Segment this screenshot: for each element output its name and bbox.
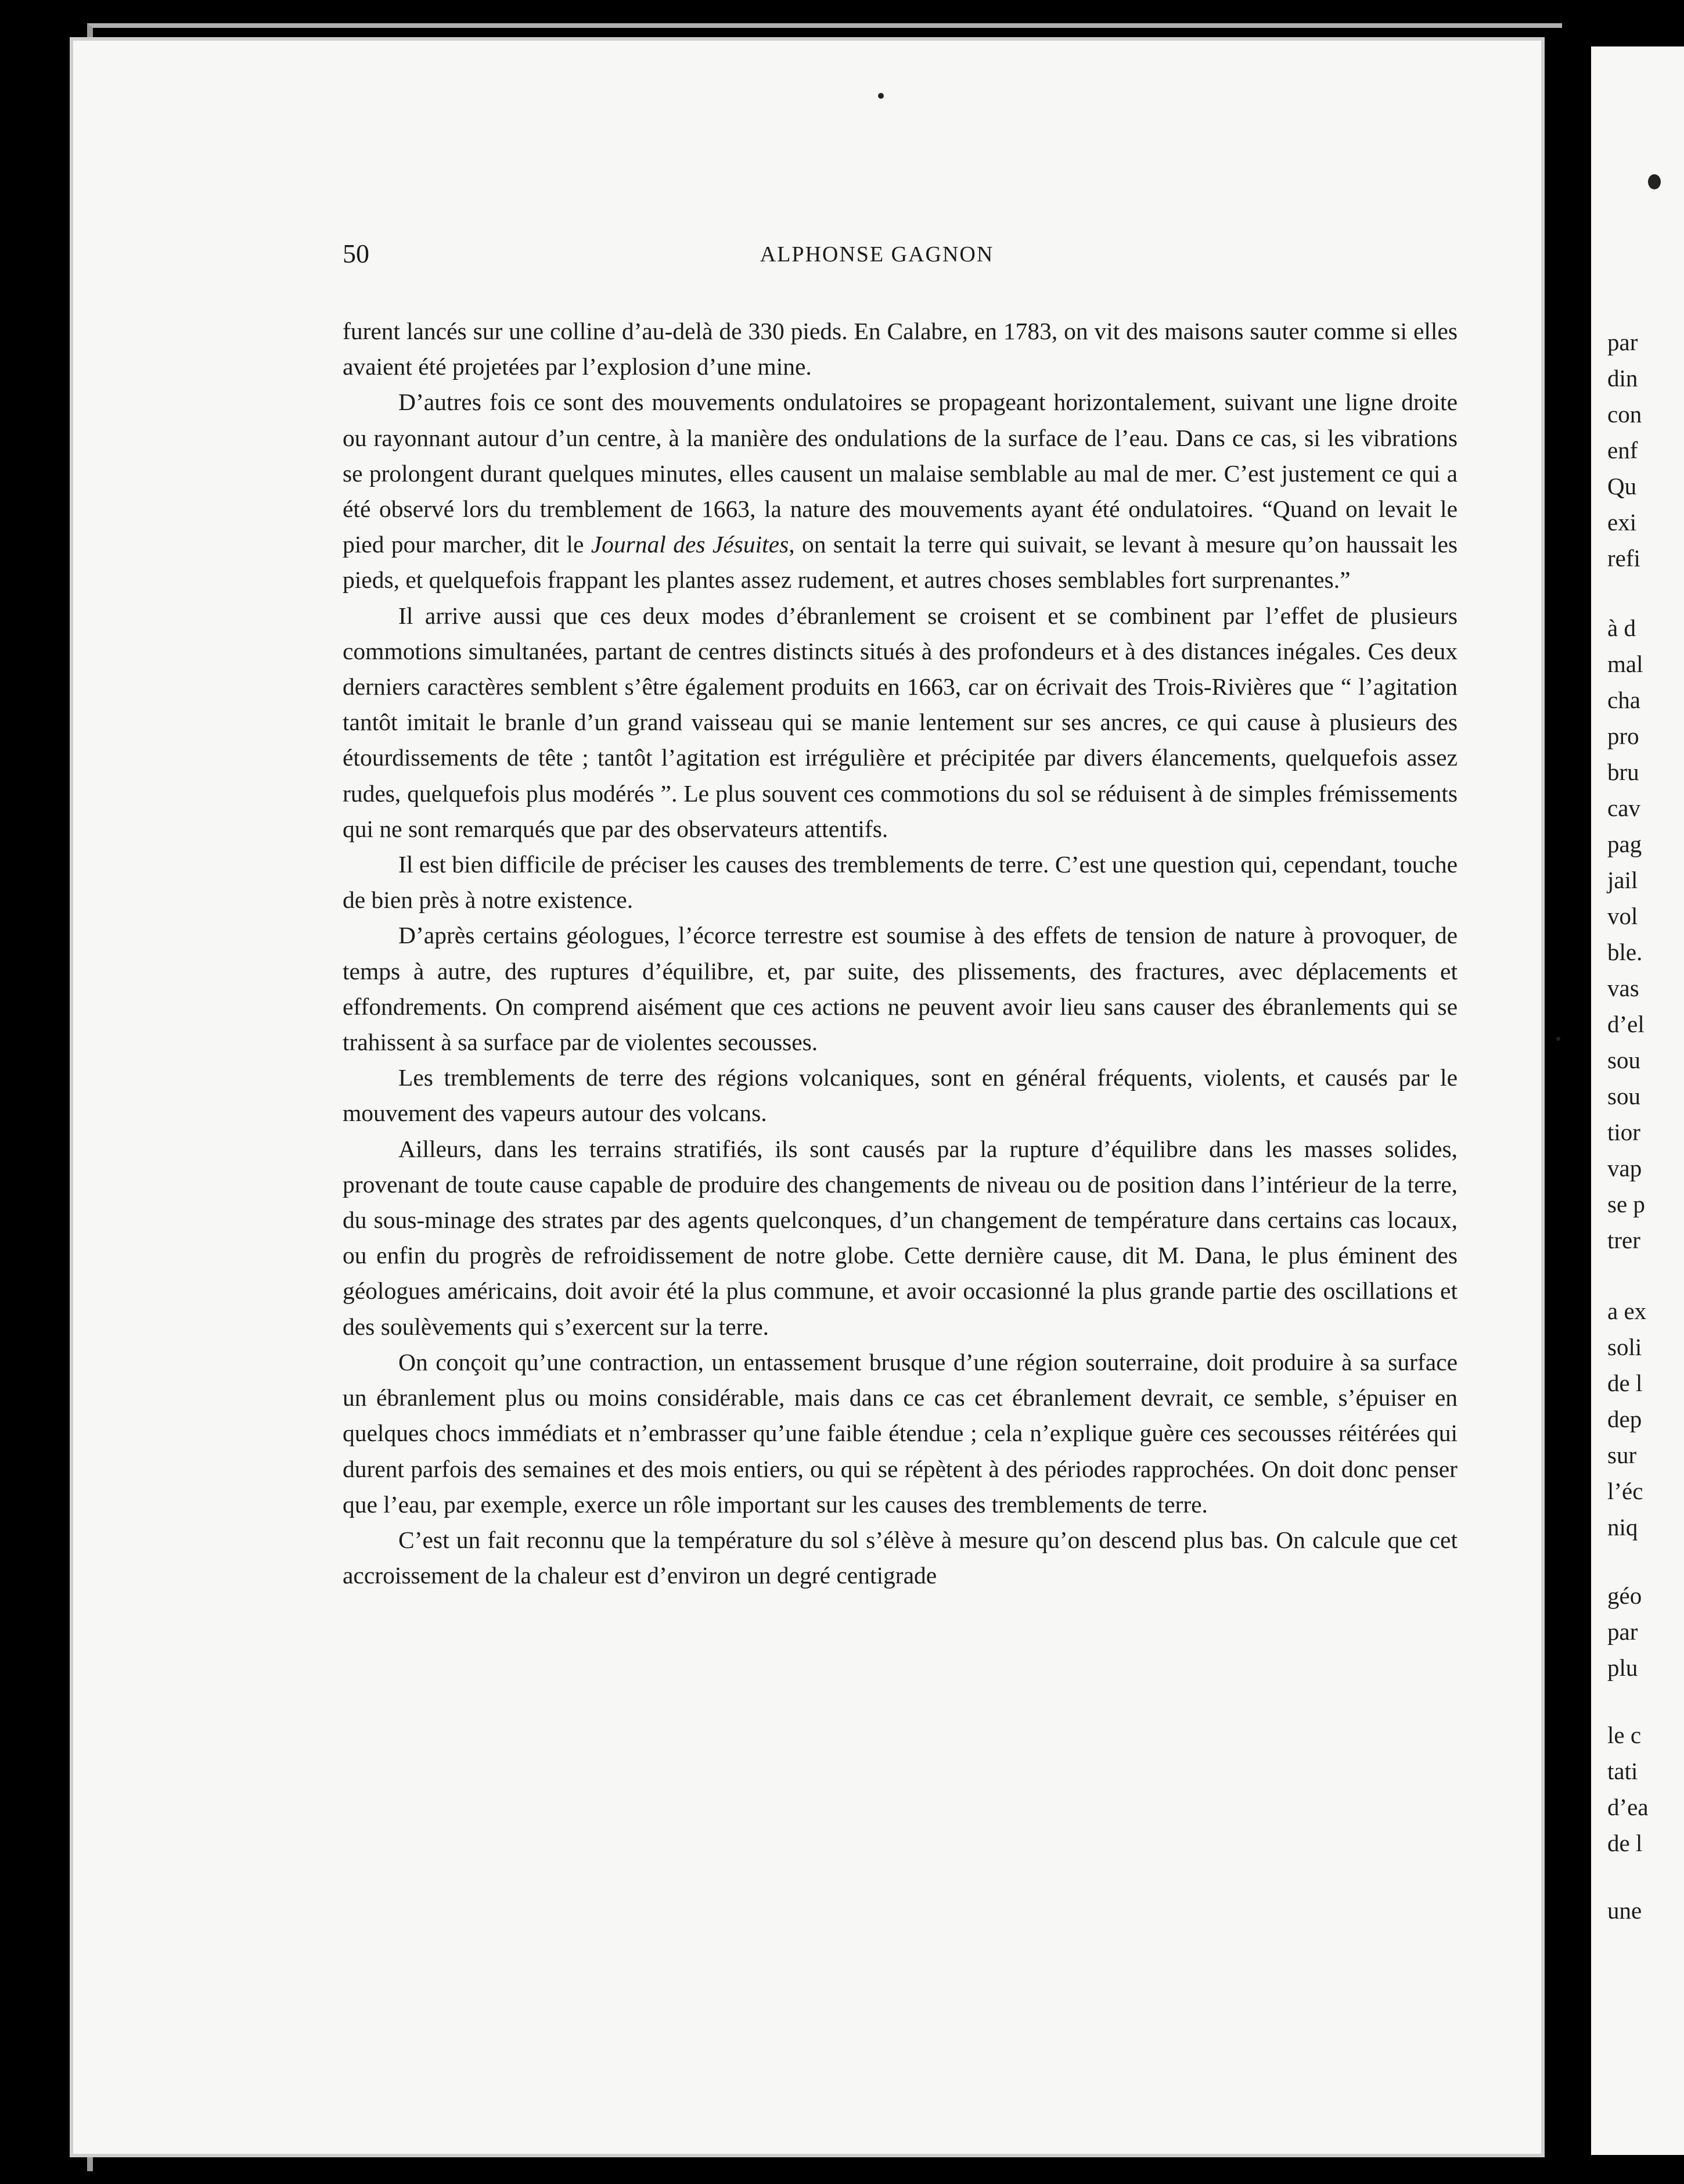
right-page-line: con [1607,401,1642,428]
right-page-line: pro [1607,723,1639,749]
paragraph [343,1522,1458,1593]
paragraph-text: On conçoit qu’une contraction, un entassement brusque d’une région souterraine, doit produire à sa surface un ébranlement plus ou moins considérable, mais dans ce cas cet ébranlement devrait, ce semble, s’épuiser en quelques chocs immédiats et n’embrasser qu’une faible étendue ; cela n’explique guère ces secousses réitérées qui durent parfois des semaines et des mois entiers, ou qui se répètent à des périodes rapprochées. On doit donc penser que l’eau, par exemple, exerce un rôle important sur les causes des tremblements de terre. [343,1348,1458,1518]
right-page-line: pag [1607,831,1642,857]
paragraph-text: , on sentait la terre qui suivait, se levant à mesure qu’on haussait les pieds, et quelquefois frappant les plantes assez rudement, et autres choses semblables fort surprenantes.” [343,531,1458,594]
right-page-line: din [1607,365,1638,391]
right-page-line: de l [1607,1370,1643,1396]
right-page-line: à d [1607,615,1636,641]
paragraph [343,598,1458,847]
right-page-line: sou [1607,1047,1640,1073]
ink-speck [1648,174,1661,189]
right-page-line: vap [1607,1155,1642,1181]
paragraph-text: furent lancés sur une colline d’au-delà de 330 pieds. En Calabre, en 1783, on vit des maisons sauter comme si elles avaient été projetées par l’explosion d’une mine. [343,318,1458,380]
right-page-line: vas [1607,975,1639,1001]
right-page-line: jail [1607,867,1638,893]
right-page-line: l’éc [1607,1478,1643,1504]
right-page-line: cav [1607,795,1640,821]
right-page-line: dep [1607,1406,1642,1432]
paragraph [343,385,1458,598]
right-page-line: mal [1607,651,1643,677]
right-page-line: une [1607,1897,1642,1924]
paragraph-text: Il arrive aussi que ces deux modes d’ébranlement se croisent et se combinent par l’effet de plusieurs commotions simultanées, partant de centres distincts situés à des profondeurs et à des distances inégales. Ces deux derniers caractères semblent s’être également produits en 1663, car on écrivait des Trois-Rivières que “ l’agitation tantôt imitait le branle d’un grand vaisseau qui se manie lentement sur ses ancres, ce qui cause à plusieurs des étourdissements de tête ; tantôt l’agitation est irrégulière et précipitée par divers élancements, quelquefois assez rudes, quelquefois plus modérés ”. Le plus souvent ces commotions du sol se réduisent à de simples frémissements qui ne sont remarqués que par des observateurs attentifs. [343,602,1458,842]
paragraph-text: Il est bien difficile de préciser les causes des tremblements de terre. C’est une question qui, cependant, touche de bien près à notre existence. [343,851,1458,914]
right-page-line: exi [1607,509,1637,536]
right-page-line: sou [1607,1083,1640,1109]
right-page-line: tior [1607,1119,1640,1145]
right-page-line: d’el [1607,1011,1645,1037]
right-page-line: de l [1607,1830,1643,1856]
paragraph [343,314,1458,385]
running-head: ALPHONSE GAGNON [760,242,994,267]
right-page-line: d’ea [1607,1794,1649,1820]
paragraph-text: D’autres fois ce sont des mouvements ondulatoires se propageant horizontalement, suivant une ligne droite ou rayonnant autour d’un centre, à la manière des ondulations de la surface de l’eau. Dans ce cas, si les vibrations se prolongent durant quelques minutes, elles causent un malaise semblable au mal de mer. C’est justement ce qui a été observé lors du tremblement de 1663, la nature des mouvements ayant été ondulatoires. “Quand on levait le pied pour marcher, dit le [343,389,1458,558]
right-page-line: ble. [1607,939,1643,965]
right-page-line: sur [1607,1442,1637,1468]
right-page-line: se p [1607,1191,1645,1217]
ink-speck [878,93,884,99]
journal-title: Journal des Jésuites [591,531,789,558]
right-page-line: soli [1607,1334,1642,1360]
paragraph-text: Les tremblements de terre des régions volcaniques, sont en général fréquents, violents, et causés par le mouvement des vapeurs autour des volcans. [343,1064,1458,1127]
right-page-line: par [1607,1618,1638,1645]
right-page-line: par [1607,329,1638,355]
right-page-line: trer [1607,1227,1640,1253]
right-page-line: bru [1607,759,1639,785]
right-page-line: Qu [1607,473,1637,500]
right-page-line: cha [1607,687,1640,713]
ink-speck [1556,1037,1560,1041]
paragraph [343,1131,1458,1345]
right-page-line: a ex [1607,1298,1647,1324]
right-page-line: niq [1607,1514,1638,1540]
paragraph [343,918,1458,1060]
right-page-line: tati [1607,1758,1638,1784]
paragraph [343,847,1458,918]
body-text [343,314,1458,1593]
paragraph-text: D’après certains géologues, l’écorce terrestre est soumise à des effets de tension de nature à provoquer, de temps à autre, des ruptures d’équilibre, et, par suite, des plissements, des fractures, avec déplacements et effondrements. On comprend aisément que ces actions ne peuvent avoir lieu sans causer des ébranlements qui se trahissent à sa surface par de violentes secousses. [343,922,1458,1056]
paragraph-text: Ailleurs, dans les terrains stratifiés, ils sont causés par la rupture d’équilibre dans les masses solides, provenant de toute cause capable de produire des changements de niveau ou de position dans l’intérieur de la terre, du sous-minage des strates par des agents quelconques, d’un changement de température dans certains cas locaux, ou enfin du progrès de refroidissement de notre globe. Cette dernière cause, dit M. Dana, le plus éminent des géologues américains, doit avoir été la plus commune, et avoir occasionné la plus grande partie des oscillations et des soulèvements qui s’exercent sur la terre. [343,1135,1458,1340]
right-page-line: refi [1607,545,1640,572]
page-number: 50 [343,239,369,268]
paragraph-text: C’est un fait reconnu que la température du sol s’élève à mesure qu’on descend plus bas. On calcule que cet accroissement de la chaleur est d’environ un degré centigrade [343,1526,1458,1589]
paragraph [343,1345,1458,1522]
paragraph [343,1060,1458,1131]
page-header [343,238,1411,279]
right-page-line: le c [1607,1722,1642,1748]
right-page-line: géo [1607,1582,1642,1609]
right-page-line: plu [1607,1654,1638,1681]
right-page-line: vol [1607,903,1638,929]
right-page-line: enf [1607,437,1638,464]
